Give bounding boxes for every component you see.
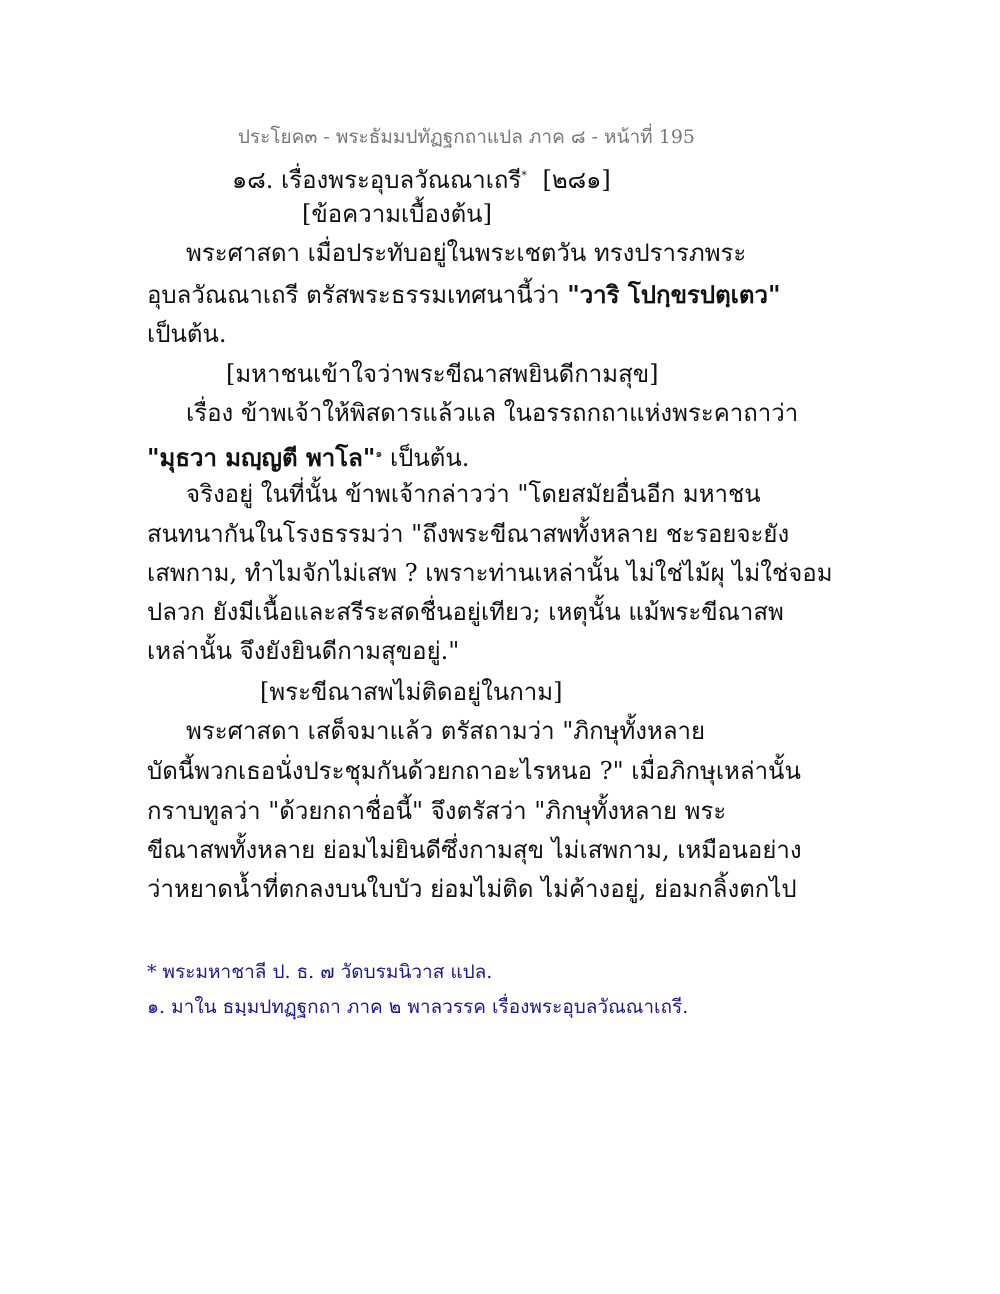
para1-line2 bbox=[147, 279, 780, 311]
para1-line2-text: อุบลวัณณาเถรี ตรัสพระธรรมเทศนานี้ว่า bbox=[147, 281, 568, 309]
story-number: ๑๘. bbox=[232, 166, 274, 194]
para1-quote: "วาริ โปกฺขรปตฺเตว" bbox=[567, 280, 781, 309]
para3-line2: สนทนากันในโรงธรรมว่า "ถึงพระขีณาสพทั้งหลาย ชะรอยจะยัง bbox=[147, 520, 790, 548]
para4-line1: พระศาสดา เสด็จมาแล้ว ตรัสถามว่า "ภิกษุทั้งหลาย bbox=[186, 717, 706, 745]
section-heading-3: [พระขีณาสพไม่ติดอยู่ในกาม] bbox=[260, 678, 563, 706]
para1-line3: เป็นต้น. bbox=[147, 320, 227, 348]
para3-line4: ปลวก ยังมีเนื้อและสรีระสดชื่นอยู่เทียว; เหตุนั้น แม้พระขีณาสพ bbox=[147, 598, 784, 626]
para4-line3: กราบทูลว่า "ด้วยกถาชื่อนี้" จึงตรัสว่า "ภิกษุทั้งหลาย พระ bbox=[147, 797, 727, 825]
footnote-source: ๑. มาใน ธมฺมปทฏฺฐกถา ภาค ๒ พาลวรรค เรื่องพระอุบลวัณณาเถรี. bbox=[147, 996, 689, 1018]
para3-line1: จริงอยู่ ในที่นั้น ข้าพเจ้ากล่าวว่า "โดยสมัยอื่นอีก มหาชน bbox=[186, 480, 761, 508]
para3-line3: เสพกาม, ทำไมจักไม่เสพ ? เพราะท่านเหล่านั้น ไม่ใช่ไม้ผุ ไม่ใช่จอม bbox=[147, 559, 833, 587]
para2-line1: เรื่อง ข้าพเจ้าให้พิสดารแล้วแล ในอรรถกถาแห่งพระคาถาว่า bbox=[186, 399, 799, 427]
story-title-line bbox=[232, 160, 611, 196]
para2-line2 bbox=[147, 438, 469, 474]
story-reference: [๒๘๑] bbox=[542, 166, 611, 194]
footnote-mark-1: ๑ bbox=[375, 447, 383, 460]
story-title: เรื่องพระอุบลวัณณาเถรี bbox=[281, 166, 522, 194]
para4-line5: ว่าหยาดน้ำที่ตกลงบนใบบัว ย่อมไม่ติด ไม่ค้างอยู่, ย่อมกลิ้งตกไป bbox=[147, 875, 797, 903]
running-head: ประโยค๓ - พระธัมมปทัฏฐกถาแปล ภาค ๘ - หน้าที่ 195 bbox=[237, 126, 695, 148]
footnote-translator: * พระมหาชาลี ป. ธ. ๗ วัดบรมนิวาส แปล. bbox=[147, 961, 493, 983]
para4-line2: บัดนี้พวกเธอนั่งประชุมกันด้วยกถาอะไรหนอ ?" เมื่อภิกษุเหล่านั้น bbox=[147, 757, 801, 785]
para4-line4: ขีณาสพทั้งหลาย ย่อมไม่ยินดีซึ่งกามสุข ไม่เสพกาม, เหมือนอย่าง bbox=[147, 836, 802, 864]
story-title-mark: * bbox=[521, 169, 527, 182]
para2-line2-text: เป็นต้น. bbox=[382, 444, 470, 472]
para2-quote: "มุธวา มญฺญตี พาโล" bbox=[147, 443, 376, 472]
section-heading-2: [มหาชนเข้าใจว่าพระขีณาสพยินดีกามสุข] bbox=[226, 360, 659, 388]
section-heading-opening: [ข้อความเบื้องต้น] bbox=[302, 200, 492, 228]
para3-line5: เหล่านั้น จึงยังยินดีกามสุขอยู่." bbox=[147, 637, 460, 665]
para1-line1: พระศาสดา เมื่อประทับอยู่ในพระเชตวัน ทรงปรารภพระ bbox=[186, 239, 747, 267]
